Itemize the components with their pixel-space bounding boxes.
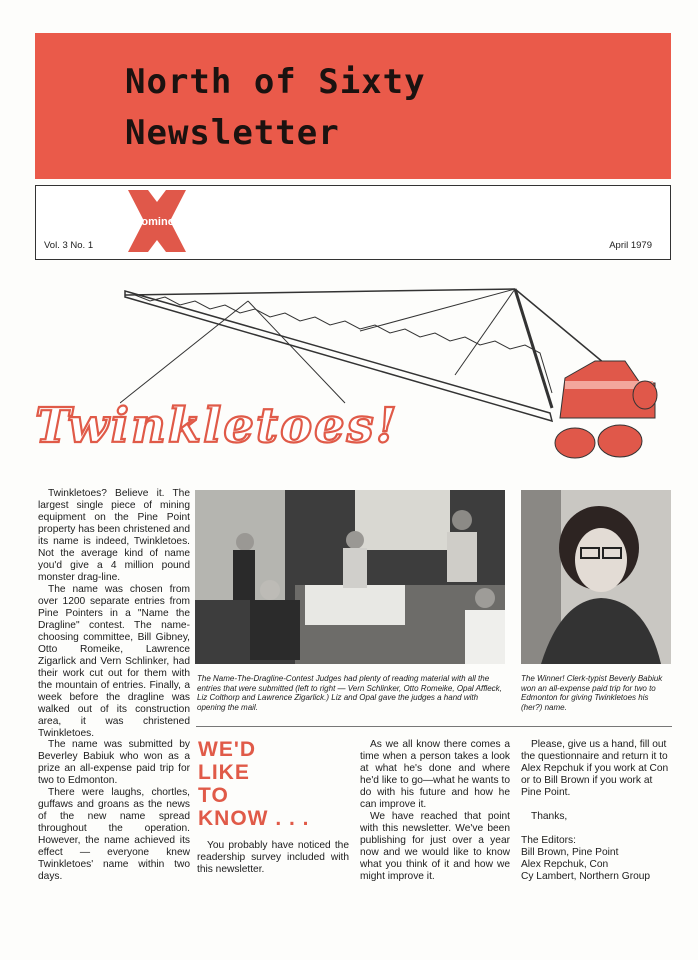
feature-headline: Twinkletoes! bbox=[35, 398, 399, 454]
survey-headline bbox=[198, 738, 310, 830]
feature-column-1 bbox=[38, 488, 190, 740]
editor-name: Alex Repchuk, Con bbox=[521, 859, 609, 870]
section-divider bbox=[196, 726, 672, 727]
winner-photo bbox=[521, 490, 671, 664]
feature-paragraph: The name was submitted by Beverley Babiuk who won as a prize an all-expense paid trip for two to Edmonton. bbox=[38, 739, 190, 786]
issue-date: April 1979 bbox=[609, 240, 652, 251]
survey-paragraph: We have reached that point with this newsletter. We've been publishing for just over a year now and we would like to know what you think of it and how we might improve it. bbox=[360, 811, 510, 882]
cominco-logo bbox=[126, 188, 188, 254]
issue-volume: Vol. 3 No. 1 bbox=[44, 240, 94, 251]
survey-column-3 bbox=[521, 739, 671, 883]
survey-request: Please, give us a hand, fill out the questionnaire and return it to Alex Repchuk if you work at Con or to Bill Brown if you work at Pine Point. bbox=[521, 739, 669, 798]
feature-paragraph: Twinkletoes? Believe it. The largest single piece of mining equipment on the Pine Point property has been christened and its name is indeed, Twinkletoes. Not the average kind of name you'd give a 4 million pound monster drag-line. bbox=[38, 488, 190, 583]
issue-info-box bbox=[35, 185, 671, 260]
newsletter-title-line2: Newsletter bbox=[125, 113, 340, 153]
logo-text: Cominco bbox=[133, 216, 181, 228]
survey-paragraph: As we all know there comes a time when a person takes a look at what he's done and where he'd like to go—what he wants to do with his future and how he can improve it. bbox=[360, 739, 510, 810]
editors-label: The Editors: bbox=[521, 835, 576, 846]
survey-headline-line: TO bbox=[198, 784, 229, 807]
newsletter-title-line1: North of Sixty bbox=[125, 62, 426, 102]
winner-photo-caption: The Winner! Clerk-typist Beverly Babiuk won an all-expense paid trip for two to Edmonton for giving Twinkletoes his (her?) name. bbox=[521, 674, 663, 712]
feature-paragraph: The name was chosen from over 1200 separate entries from Pine Pointers in a "Name the Dragline" contest. The name-choosing committee, Bill Gibney, Otto Romeike, Lawrence Zigarlick and Vern Schlinker, had their work cut out for them with the mountain of entries. Finally, a week before the dragline was walked out of its construction area, it was christened Twinkletoes. bbox=[38, 584, 190, 739]
survey-intro-text: You probably have noticed the readership survey included with this newsletter. bbox=[197, 840, 349, 875]
judges-photo bbox=[195, 490, 505, 664]
survey-headline-line: KNOW . . . bbox=[198, 807, 310, 830]
editor-name: Bill Brown, Pine Point bbox=[521, 847, 619, 858]
masthead-banner bbox=[35, 33, 671, 179]
judges-photo-caption: The Name-The-Dragline-Contest Judges had plenty of reading material with all the entries that were submitted (left to right — Vern Schlinker, Otto Romeike, Opal Affleck, Liz Colthorp and Lawrence Zigarlick.) Liz and Opal gave the judges a hand with opening the mail. bbox=[197, 674, 502, 712]
feature-paragraph: There were laughs, chortles, guffaws and groans as the news of the new name spread throughout the operation. However, the name achieved its effect — everyone knew Twinkletoes' name within two days. bbox=[38, 787, 190, 882]
survey-column-2 bbox=[360, 739, 510, 883]
feature-column-1-continued bbox=[38, 739, 190, 883]
survey-thanks: Thanks, bbox=[531, 811, 568, 822]
survey-intro bbox=[197, 840, 349, 876]
survey-headline-line: WE'D bbox=[198, 738, 256, 761]
editor-name: Cy Lambert, Northern Group bbox=[521, 871, 651, 882]
survey-headline-line: LIKE bbox=[198, 761, 250, 784]
